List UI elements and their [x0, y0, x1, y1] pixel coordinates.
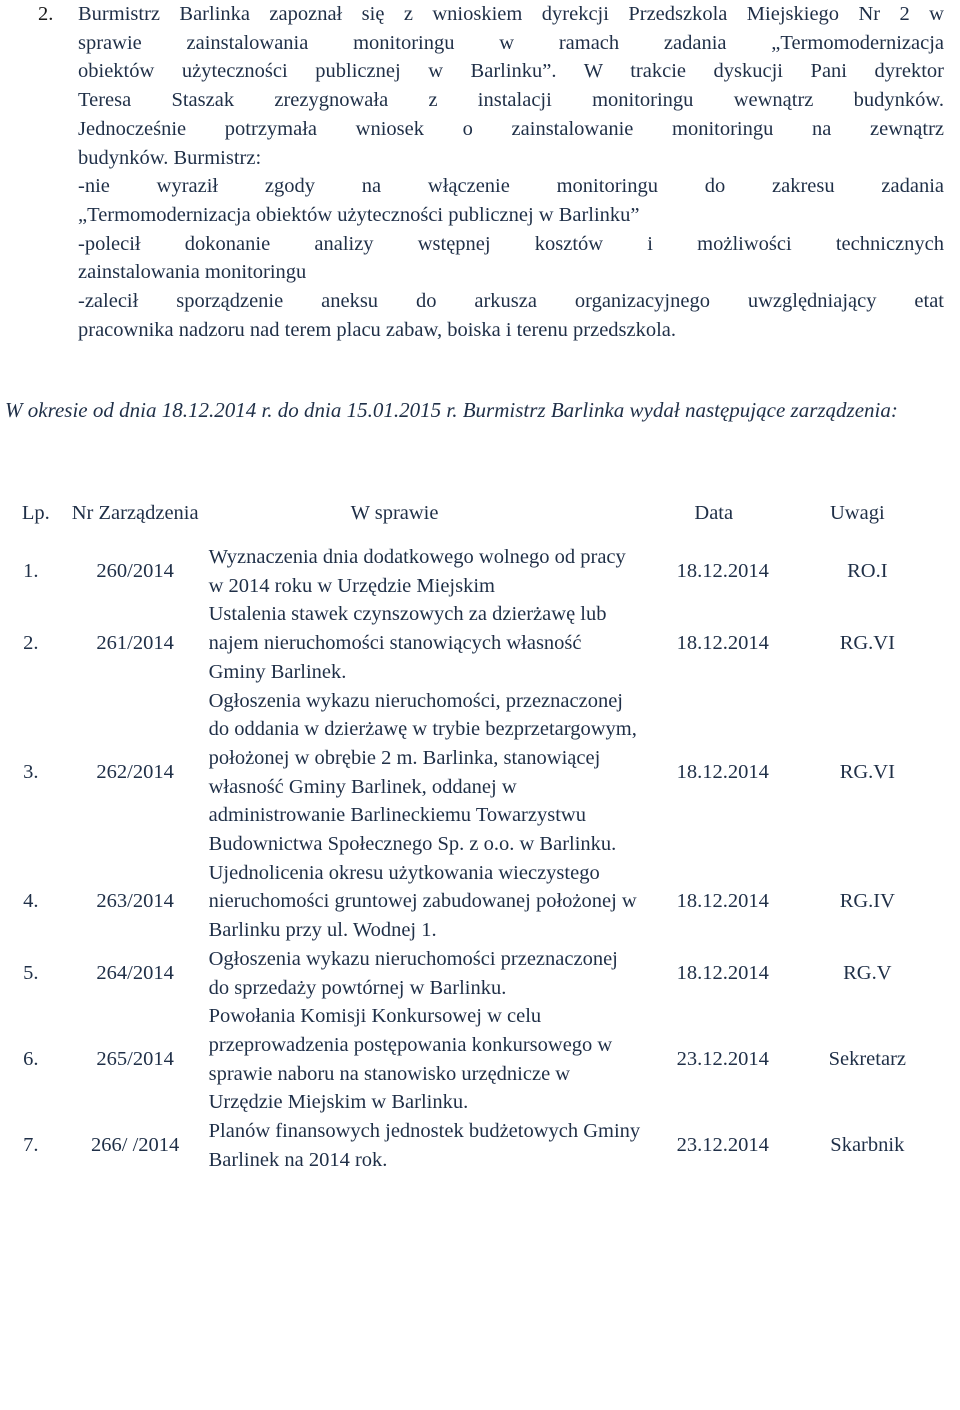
header-nr: Nr Zarządzenia	[71, 501, 199, 524]
cell-nr: 265/2014	[96, 1048, 174, 1071]
cell-notes: RG.VI	[839, 761, 895, 784]
cell-date: 23.12.2014	[676, 1048, 769, 1071]
cell-lp: 7.	[23, 1134, 39, 1157]
table-row	[8, 543, 930, 600]
orders-table	[8, 483, 930, 1174]
cell-date: 23.12.2014	[676, 1134, 769, 1157]
cell-lp: 4.	[23, 890, 39, 913]
item-line: Teresa Staszak zrezygnowała z instalacji monitoringu wewnątrz budynków.	[78, 89, 944, 112]
item-line: Burmistrz Barlinka zapoznał się z wnioskiem dyrekcji Przedszkola Miejskiego Nr 2 w	[78, 3, 944, 25]
cell-subject: Ustalenia stawek czynszowych za dzierżawę lub najem nieruchomości stanowiących własność Gminy Barlinek.	[208, 603, 607, 683]
table-row	[8, 687, 930, 859]
item-line: „Termomodernizacja obiektów użyteczności publicznej w Barlinku”	[78, 203, 640, 226]
cell-date: 18.12.2014	[676, 560, 769, 583]
cell-nr: 261/2014	[96, 632, 174, 655]
cell-subject: Ogłoszenia wykazu nieruchomości przeznaczonej do sprzedaży powtórnej w Barlinku.	[208, 947, 618, 999]
item-line: zainstalowania monitoringu	[78, 261, 307, 284]
cell-notes: Skarbnik	[830, 1134, 905, 1157]
item-number: 2.	[38, 3, 54, 25]
cell-nr: 262/2014	[96, 761, 174, 784]
cell-subject: Ujednolicenia okresu użytkowania wieczystego nieruchomości gruntowej zabudowanej położonej w Barlinku przy ul. Wodnej 1.	[208, 861, 637, 942]
item-line: -zalecił sporządzenie aneksu do arkusza organizacyjnego uwzględniający etat	[78, 290, 944, 313]
period-note: W okresie od dnia 18.12.2014 r. do dnia 15.01.2015 r. Burmistrz Barlinka wydał następujące zarządzenia:	[5, 398, 898, 422]
table-row	[8, 859, 930, 945]
cell-nr: 263/2014	[96, 890, 174, 913]
table-header-row	[8, 483, 930, 543]
item-line: -polecił dokonanie analizy wstępnej kosztów i możliwości technicznych	[78, 232, 944, 255]
item-line: obiektów użyteczności publicznej w Barlinku”. W trakcie dyskucji Pani dyrektor	[78, 60, 944, 83]
cell-lp: 1.	[23, 560, 39, 583]
cell-notes: RG.IV	[839, 890, 895, 913]
cell-subject: Ogłoszenia wykazu nieruchomości, przeznaczonej do oddania w dzierżawę w trybie bezprzetargowym, położonej w obrębie 2 m. Barlinka, stanowiącej własność Gminy Barlinek, oddanej w administrowanie Barlineckiemu Towarzystwu Budownictwa Społecznego Sp. z o.o. w Barlinku.	[208, 689, 637, 856]
header-notes: Uwagi	[829, 501, 885, 524]
cell-notes: RG.VI	[839, 632, 895, 655]
cell-notes: Sekretarz	[828, 1048, 907, 1071]
header-date: Data	[694, 501, 734, 524]
item-line: Jednocześnie potrzymała wniosek o zainstalowanie monitoringu na zewnątrz	[78, 117, 944, 140]
table-row	[8, 1002, 930, 1117]
table-row	[8, 600, 930, 686]
cell-subject: Powołania Komisji Konkursowej w celu przeprowadzenia postępowania konkursowego w sprawie naboru na stanowisko urzędnicze w Urzędzie Miejskim w Barlinku.	[208, 1005, 613, 1114]
cell-nr: 264/2014	[96, 962, 174, 985]
cell-notes: RG.V	[843, 962, 892, 985]
item-line: sprawie zainstalowania monitoringu w ramach zadania „Termomodernizacja	[78, 31, 944, 54]
cell-lp: 3.	[23, 761, 39, 784]
item-line: budynków. Burmistrz:	[78, 146, 262, 169]
item-body	[78, 0, 944, 344]
cell-date: 18.12.2014	[676, 632, 769, 655]
cell-notes: RO.I	[847, 560, 888, 583]
table-row	[8, 945, 930, 1002]
cell-lp: 6.	[23, 1048, 39, 1071]
cell-nr: 266/ /2014	[91, 1134, 180, 1157]
cell-date: 18.12.2014	[676, 962, 769, 985]
cell-date: 18.12.2014	[676, 890, 769, 913]
cell-lp: 5.	[23, 962, 39, 985]
item-line: -nie wyraził zgody na włączenie monitoringu do zakresu zadania	[78, 175, 944, 198]
cell-nr: 260/2014	[96, 560, 174, 583]
table-row	[8, 1117, 930, 1174]
header-subject: W sprawie	[350, 501, 439, 524]
cell-lp: 2.	[23, 632, 39, 655]
item-line: pracownika nadzoru nad terem placu zabaw, boiska i terenu przedszkola.	[78, 318, 677, 341]
cell-subject: Planów finansowych jednostek budżetowych Gminy Barlinek na 2014 rok.	[208, 1120, 641, 1171]
cell-date: 18.12.2014	[676, 761, 769, 784]
header-lp: Lp.	[21, 501, 50, 524]
cell-subject: Wyznaczenia dnia dodatkowego wolnego od pracy w 2014 roku w Urzędzie Miejskim	[208, 546, 626, 597]
